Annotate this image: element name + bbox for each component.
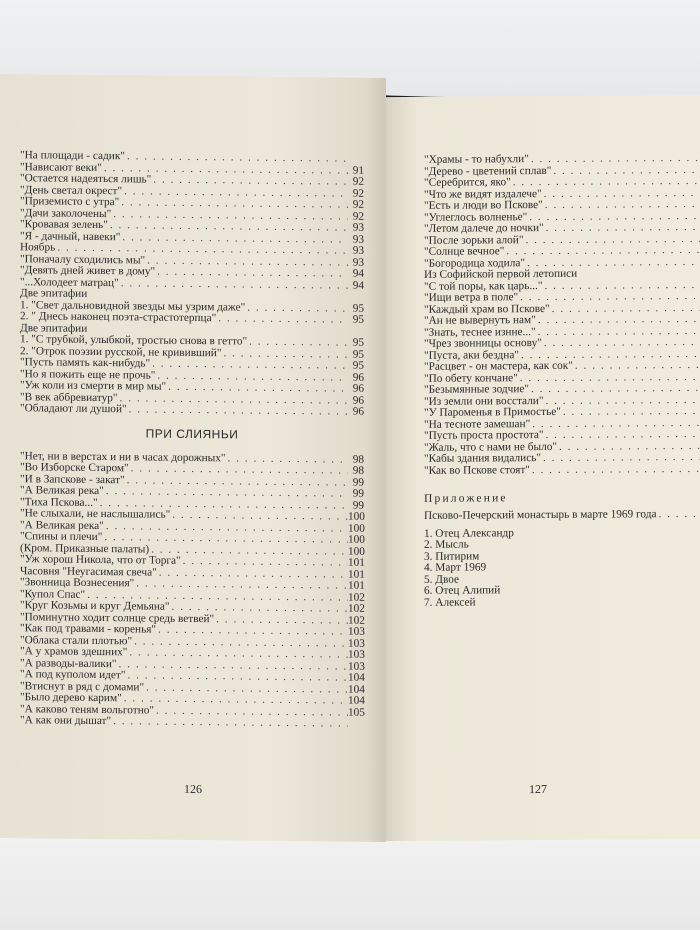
leader-dots [573, 360, 700, 372]
appendix-heading: Приложение [424, 492, 508, 505]
toc-entry-title: "Во Изборске Старом" [20, 461, 129, 475]
toc-entry-page: 93 [352, 244, 364, 257]
appendix-item: 3. Питирим [424, 549, 480, 563]
toc-entry-title: "Что же видят издалече" [424, 187, 542, 201]
toc-entry-title: "А у храмов здешних" [20, 645, 128, 659]
toc-entry-title: "Храмы - то набухли" [424, 153, 529, 166]
toc-entry-page: 95 [352, 336, 364, 349]
appendix-item: 1. Отец Александр [424, 526, 514, 540]
toc-entry-title: "...Холодеет матрац" [20, 275, 119, 289]
toc-entry-page: 94 [352, 267, 364, 280]
toc-entry-title: "Из земли они восстали" [424, 394, 544, 408]
toc-entry-page: 92 [352, 198, 364, 211]
leader-dots [656, 509, 700, 521]
toc-entry-title: "Жаль, что с нами не было" [424, 440, 557, 454]
toc-entry-page: 98 [352, 453, 364, 466]
toc-entry-page: 93 [352, 256, 364, 269]
toc-entry-title: "Нет, ни в верстах и ни в часах дорожных" [20, 449, 226, 464]
toc-entry-title: "Как во Пскове стоят" [424, 463, 530, 477]
toc-entry-title: 1. "С трубкой, улыбкой, тростью снова в гетто" [20, 333, 248, 348]
appendix-item: 7. Алексей [424, 595, 476, 609]
toc-entry-page: 92 [352, 187, 364, 200]
right-page [386, 95, 700, 841]
toc-entry-title: "Солнце вечное" [424, 245, 505, 258]
toc-entry-title: "Спины и плечи" [20, 530, 103, 544]
toc-entry-title: "А как они дышат" [20, 714, 112, 728]
toc-entry-title: "Знать, теснее изнне..." [424, 325, 536, 339]
section-heading: ПРИ СЛИЯНЬИ [145, 426, 239, 441]
toc-entry-title: Из Софийской первой летописи [424, 267, 578, 281]
toc-entry-title: "Звонница Вознесения" [20, 576, 135, 590]
toc-entry-page: 99 [352, 487, 364, 500]
toc-entry [20, 715, 364, 730]
toc-entry-title: "Приземисто с утра" [20, 195, 120, 209]
toc-entry-title: "Есть и люди во Пскове" [424, 199, 543, 212]
left-toc-group-a [20, 150, 364, 418]
toc-entry-page: 105 [348, 706, 365, 719]
toc-entry-page: 102 [348, 591, 365, 604]
toc-entry-page: 102 [348, 614, 365, 627]
toc-entry-title: "Поначалу сходились мы" [20, 252, 146, 266]
toc-entry-title: "В век аббревиатур" [20, 390, 118, 404]
leader-dots [111, 716, 348, 730]
toc-entry-page: 100 [348, 545, 365, 558]
toc-entry-page: 101 [348, 579, 365, 592]
toc-entry-title: "Пусть память как-нибудь" [20, 356, 151, 370]
toc-entry-title: "Остается надеяться лишь" [20, 172, 152, 186]
leader-dots [530, 463, 700, 476]
toc-entry-title: "Кабы здания видались" [424, 452, 542, 465]
toc-entry-title: "Каждый храм во Пскове" [424, 302, 550, 316]
toc-entry-title: Часовня "Неугасимая свеча" [20, 564, 157, 579]
appendix-title-text: Псково-Печерский монастырь в марте 1969 года [424, 508, 657, 522]
toc-entry-title: "Но я пожить еще не прочь" [20, 367, 156, 382]
toc-entry-title: "Купол Спас" [20, 587, 86, 601]
left-page [0, 74, 386, 842]
appendix-item: 2. Мысль [424, 538, 469, 551]
toc-entry-title: "Как под травами - коренья" [20, 622, 157, 636]
toc-entry-page: 92 [352, 175, 364, 188]
left-toc-group-b [20, 451, 364, 731]
toc-entry-page: 100 [348, 522, 365, 535]
toc-entry-title: "День светал окрест" [20, 183, 123, 197]
toc-entry-title: "Уж хорош Никола, что от Торга" [20, 553, 181, 567]
toc-entry-title: "Кровавая зелень" [20, 218, 108, 232]
toc-entry-page: 96 [352, 382, 364, 395]
right-toc [424, 153, 700, 477]
toc-entry-title: "А Великая река" [20, 518, 104, 532]
toc-entry-title: "После зорьки алой" [424, 233, 524, 247]
toc-entry-page: 104 [348, 694, 365, 707]
toc-entry-page: 99 [352, 499, 364, 512]
toc-entry-title: "Богородица ходила" [424, 256, 525, 270]
toc-entry-title: "Втиснут в ряд с домами" [20, 679, 145, 693]
toc-entry-page: 100 [348, 533, 365, 546]
toc-entry-page: 104 [348, 671, 365, 684]
toc-entry-title: Ноябрь [20, 241, 56, 254]
toc-entry-title: "А под куполом идет" [20, 668, 126, 682]
toc-entry-page: 98 [352, 464, 364, 477]
toc-entry-title: "Поминутно ходит солнце средь ветвей" [20, 610, 215, 625]
toc-entry-title: "На тесноте замешан" [424, 417, 531, 431]
appendix-list [424, 526, 700, 608]
toc-entry-page: 95 [352, 313, 364, 326]
toc-entry-page: 103 [348, 660, 365, 673]
toc-entry-title: "Пусть проста простота" [424, 428, 544, 442]
toc-entry-page: 100 [348, 510, 365, 523]
toc-entry [20, 403, 364, 418]
toc-entry-title: "А Великая река" [20, 484, 104, 498]
toc-entry-title: 1. "Свет дальновидной звезды мы узрим даже" [20, 298, 246, 314]
toc-entry-page: 103 [348, 648, 365, 661]
appendix-title [424, 509, 700, 522]
toc-entry-title: "Дачи заколочены" [20, 206, 112, 220]
toc-entry-page: 96 [352, 394, 364, 407]
toc-entry-title: "Серебрится, яко" [424, 176, 511, 189]
toc-entry-page: 102 [348, 602, 365, 615]
leader-dots [557, 440, 700, 452]
toc-entry-page: 101 [348, 556, 365, 569]
toc-entry-title: "Дерево - цветений сплав" [424, 164, 552, 178]
toc-entry-title: "Девять дней живет в дому" [20, 264, 156, 278]
leader-dots [127, 404, 348, 418]
toc-entry-title: 2. " Днесь наконец поэта-страстотерпца" [20, 310, 217, 325]
toc-entry-page: 93 [352, 221, 364, 234]
toc-entry-page: 91 [352, 164, 364, 177]
appendix-title-row [424, 509, 700, 522]
toc-entry-title: "Облака стали плотью" [20, 633, 133, 647]
toc-entry-page: 99 [352, 476, 364, 489]
toc-entry-title: "Расцвет - он мастера, как сок" [424, 359, 573, 373]
toc-entry-page: 95 [352, 302, 364, 315]
toc-entry-title: "Безымянные зодчие" [424, 383, 529, 396]
toc-entry [424, 463, 700, 476]
toc-entry-title: "Летом далече до ночки" [424, 221, 544, 235]
toc-entry-title: Две эпитафии [20, 321, 88, 335]
toc-entry-page: 94 [352, 279, 364, 292]
toc-entry-page: 103 [348, 637, 365, 650]
toc-entry-title: 2. "Отрок поэзии русской, не крививший" [20, 344, 222, 359]
toc-entry-page: 93 [352, 233, 364, 246]
leader-dots [561, 406, 700, 418]
toc-entry-title: "По обету кончане" [424, 371, 518, 385]
leader-dots [216, 313, 348, 326]
leader-dots [551, 164, 700, 177]
left-page-number: 126 [184, 781, 202, 797]
toc-entry-title: "Обладают ли душой" [20, 402, 127, 416]
right-page-number: 127 [529, 781, 547, 797]
toc-entry-title: "Ан не вывернуть нам" [424, 314, 536, 327]
appendix-item: 6. Отец Алипий [424, 584, 501, 597]
appendix-item: 5. Двое [424, 573, 460, 586]
toc-entry-page: 96 [352, 371, 364, 384]
toc-entry-title: "А каково теням вольготно" [20, 702, 155, 717]
toc-entry-title: "Чрез звонницы основу" [424, 337, 542, 350]
toc-entry-page: 103 [348, 625, 365, 638]
toc-entry-title: (Кром. Приказные палаты) [20, 541, 150, 556]
appendix-item: 4. Март 1969 [424, 561, 487, 574]
toc-entry-title: "Уж коли из смерти в мир мы" [20, 379, 167, 393]
toc-entry-title: Две эпитафии [20, 287, 88, 300]
toc-entry-page: 96 [352, 405, 364, 418]
toc-entry-title: "Не слыхали, не наслышались" [20, 507, 171, 521]
toc-entry-title: "Круг Козьмы и круг Демьяна" [20, 599, 170, 613]
toc-entry-title: "Пуста, аки бездна" [424, 348, 519, 362]
toc-entry-page: 95 [352, 348, 364, 361]
toc-entry-title: "Тиха Пскова..." [20, 495, 98, 509]
toc-entry-title: "У Пароменья в Примостье" [424, 405, 561, 419]
toc-entry-title: "На площади - садик" [20, 149, 125, 163]
toc-entry-page: 95 [352, 359, 364, 372]
toc-entry-page: 101 [348, 568, 365, 581]
toc-entry-title: "Углеглось волненье" [424, 210, 528, 224]
toc-entry-title: "Я - дачный, навеки" [20, 229, 121, 243]
toc-entry-page: 104 [348, 683, 365, 696]
toc-entry-title: "С той поры, как царь..." [424, 279, 543, 293]
toc-entry-title: "И в Запскове - закат" [20, 472, 125, 486]
toc-entry-title: "Было дерево карим" [20, 691, 122, 705]
leader-dots [119, 278, 348, 292]
toc-entry-title: "Ищи ветра в поле" [424, 291, 519, 304]
toc-entry-title: "А разводы-валики" [20, 656, 117, 670]
toc-entry-page: 92 [352, 210, 364, 223]
toc-entry-title: "Нависают веки" [20, 160, 102, 174]
